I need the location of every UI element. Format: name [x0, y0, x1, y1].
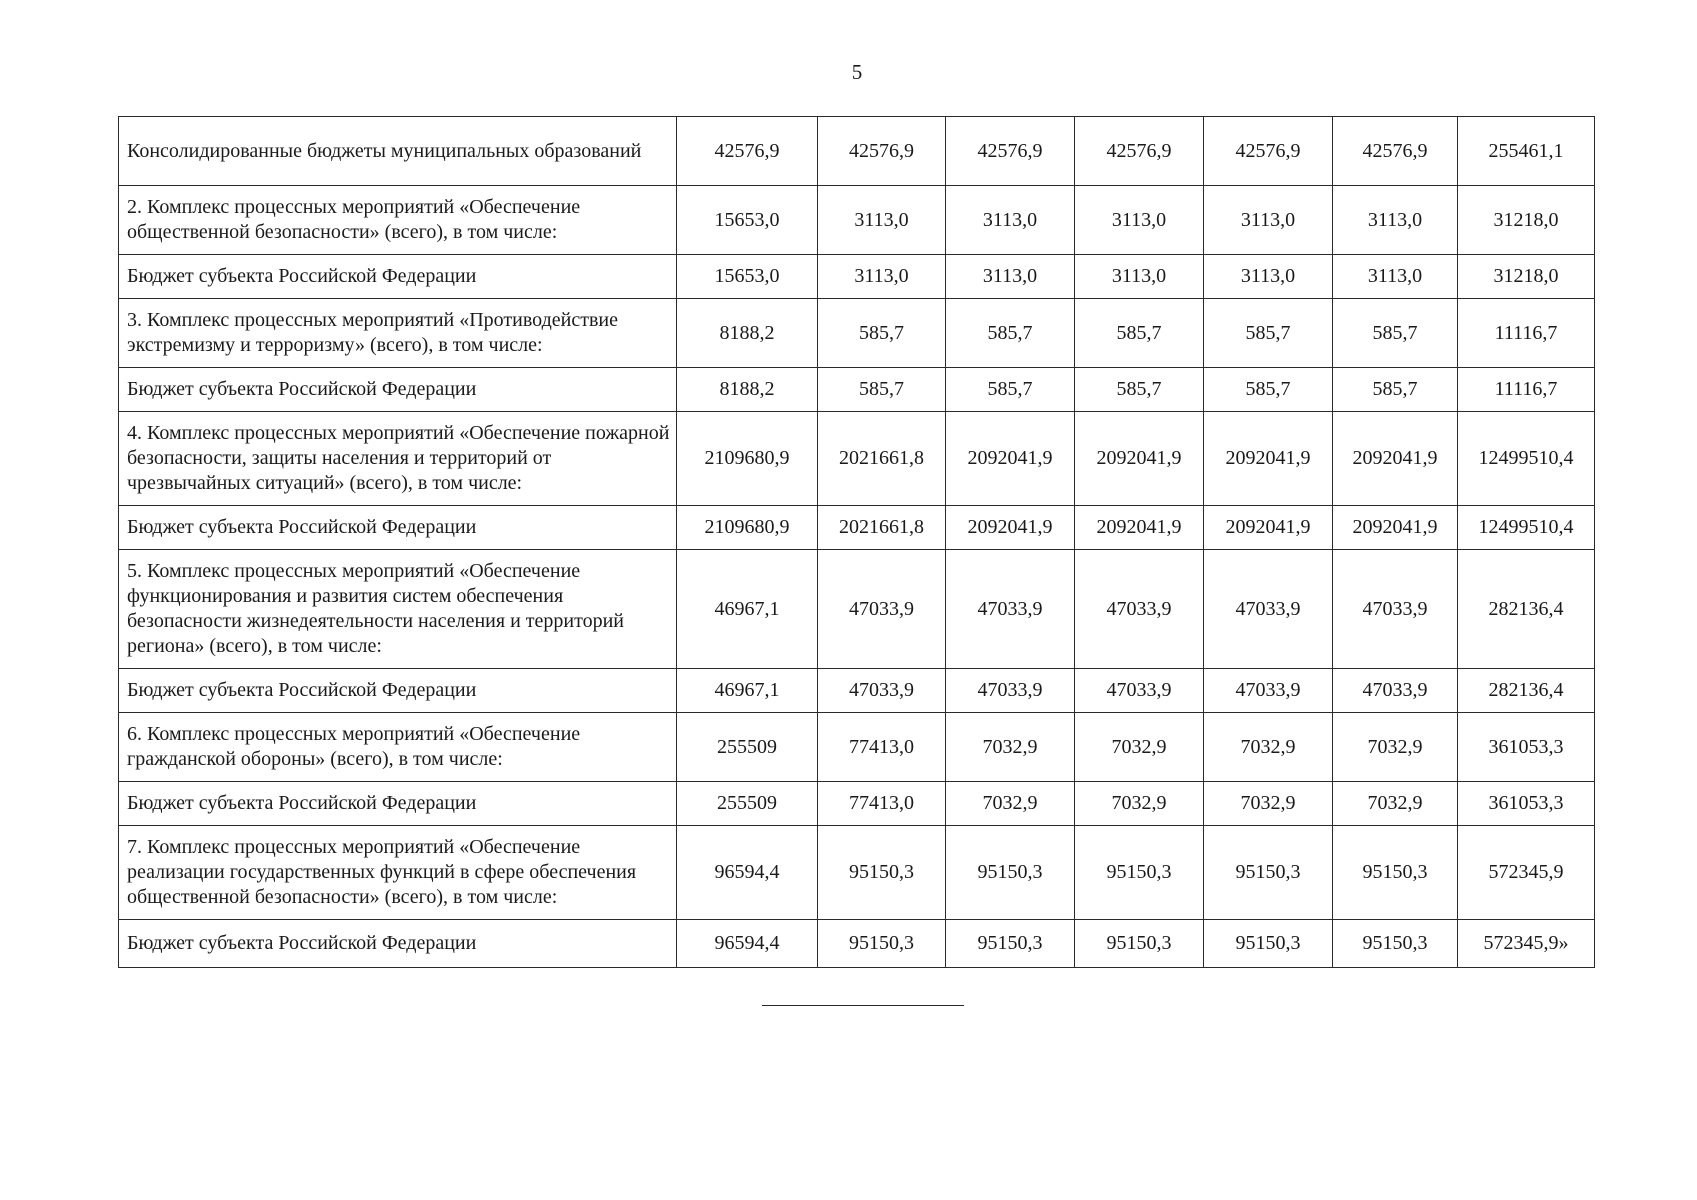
value-cell: 2021661,8	[818, 506, 946, 550]
table-row	[119, 299, 1595, 368]
row-label: 7. Комплекс процессных мероприятий «Обеспечение реализации государственных функций в сфере обеспечения общественной безопасности» (всего), в том числе:	[119, 826, 677, 920]
value-cell: 95150,3	[1204, 920, 1333, 968]
row-label: Бюджет субъекта Российской Федерации	[119, 782, 677, 826]
value-cell: 95150,3	[1333, 826, 1458, 920]
table-row	[119, 186, 1595, 255]
value-cell: 95150,3	[818, 920, 946, 968]
total-cell: 282136,4	[1458, 669, 1595, 713]
table-row	[119, 920, 1595, 968]
row-label: Консолидированные бюджеты муниципальных образований	[119, 117, 677, 186]
row-label: 3. Комплекс процессных мероприятий «Противодействие экстремизму и терроризму» (всего), в том числе:	[119, 299, 677, 368]
value-cell: 47033,9	[946, 669, 1075, 713]
value-cell: 585,7	[1075, 299, 1204, 368]
total-cell: 11116,7	[1458, 368, 1595, 412]
table-row	[119, 506, 1595, 550]
table-row	[119, 826, 1595, 920]
row-label: Бюджет субъекта Российской Федерации	[119, 669, 677, 713]
value-cell: 2092041,9	[1333, 412, 1458, 506]
value-cell: 95150,3	[1075, 920, 1204, 968]
value-cell: 77413,0	[818, 782, 946, 826]
value-cell: 585,7	[1204, 368, 1333, 412]
value-cell: 47033,9	[1204, 669, 1333, 713]
value-cell: 7032,9	[1204, 713, 1333, 782]
value-cell: 3113,0	[946, 186, 1075, 255]
value-cell: 585,7	[1333, 368, 1458, 412]
table-body	[119, 117, 1595, 968]
total-cell: 282136,4	[1458, 550, 1595, 669]
row-label: 2. Комплекс процессных мероприятий «Обеспечение общественной безопасности» (всего), в том числе:	[119, 186, 677, 255]
table-row	[119, 550, 1595, 669]
value-cell: 47033,9	[1333, 669, 1458, 713]
value-cell: 2109680,9	[677, 412, 818, 506]
value-cell: 7032,9	[1204, 782, 1333, 826]
value-cell: 585,7	[946, 299, 1075, 368]
value-cell: 95150,3	[1204, 826, 1333, 920]
value-cell: 7032,9	[946, 782, 1075, 826]
total-cell: 361053,3	[1458, 713, 1595, 782]
value-cell: 2092041,9	[1075, 506, 1204, 550]
total-cell: 11116,7	[1458, 299, 1595, 368]
value-cell: 3113,0	[1204, 255, 1333, 299]
value-cell: 3113,0	[1075, 186, 1204, 255]
total-cell: 255461,1	[1458, 117, 1595, 186]
value-cell: 46967,1	[677, 669, 818, 713]
table-row	[119, 117, 1595, 186]
value-cell: 8188,2	[677, 368, 818, 412]
total-cell: 572345,9»	[1458, 920, 1595, 968]
value-cell: 3113,0	[946, 255, 1075, 299]
value-cell: 15653,0	[677, 186, 818, 255]
total-cell: 12499510,4	[1458, 506, 1595, 550]
total-cell: 572345,9	[1458, 826, 1595, 920]
value-cell: 7032,9	[1333, 782, 1458, 826]
value-cell: 42576,9	[1333, 117, 1458, 186]
value-cell: 42576,9	[677, 117, 818, 186]
table-row	[119, 669, 1595, 713]
row-label: Бюджет субъекта Российской Федерации	[119, 920, 677, 968]
value-cell: 585,7	[1204, 299, 1333, 368]
value-cell: 47033,9	[1333, 550, 1458, 669]
value-cell: 585,7	[946, 368, 1075, 412]
row-label: Бюджет субъекта Российской Федерации	[119, 506, 677, 550]
value-cell: 3113,0	[818, 186, 946, 255]
value-cell: 42576,9	[1075, 117, 1204, 186]
value-cell: 2092041,9	[1333, 506, 1458, 550]
value-cell: 3113,0	[818, 255, 946, 299]
total-cell: 361053,3	[1458, 782, 1595, 826]
total-cell: 12499510,4	[1458, 412, 1595, 506]
table-row	[119, 782, 1595, 826]
value-cell: 2092041,9	[1075, 412, 1204, 506]
total-cell: 31218,0	[1458, 255, 1595, 299]
value-cell: 47033,9	[818, 669, 946, 713]
table-row	[119, 713, 1595, 782]
row-label: Бюджет субъекта Российской Федерации	[119, 368, 677, 412]
value-cell: 47033,9	[1075, 550, 1204, 669]
end-separator-line	[762, 1005, 964, 1006]
value-cell: 3113,0	[1204, 186, 1333, 255]
value-cell: 585,7	[1333, 299, 1458, 368]
value-cell: 95150,3	[818, 826, 946, 920]
value-cell: 15653,0	[677, 255, 818, 299]
value-cell: 95150,3	[1075, 826, 1204, 920]
table-row	[119, 412, 1595, 506]
value-cell: 2092041,9	[946, 506, 1075, 550]
value-cell: 8188,2	[677, 299, 818, 368]
value-cell: 2109680,9	[677, 506, 818, 550]
total-cell: 31218,0	[1458, 186, 1595, 255]
row-label: 4. Комплекс процессных мероприятий «Обеспечение пожарной безопасности, защиты населения и территорий от чрезвычайных ситуаций» (всего), в том числе:	[119, 412, 677, 506]
value-cell: 3113,0	[1075, 255, 1204, 299]
value-cell: 96594,4	[677, 826, 818, 920]
value-cell: 95150,3	[946, 920, 1075, 968]
value-cell: 47033,9	[946, 550, 1075, 669]
row-label: 6. Комплекс процессных мероприятий «Обеспечение гражданской обороны» (всего), в том числе:	[119, 713, 677, 782]
value-cell: 47033,9	[1204, 550, 1333, 669]
value-cell: 585,7	[1075, 368, 1204, 412]
value-cell: 255509	[677, 713, 818, 782]
value-cell: 42576,9	[1204, 117, 1333, 186]
value-cell: 2021661,8	[818, 412, 946, 506]
value-cell: 95150,3	[946, 826, 1075, 920]
value-cell: 3113,0	[1333, 186, 1458, 255]
value-cell: 47033,9	[818, 550, 946, 669]
value-cell: 7032,9	[1075, 782, 1204, 826]
value-cell: 46967,1	[677, 550, 818, 669]
value-cell: 77413,0	[818, 713, 946, 782]
value-cell: 42576,9	[818, 117, 946, 186]
value-cell: 585,7	[818, 299, 946, 368]
page-number: 5	[851, 60, 863, 84]
table-row	[119, 368, 1595, 412]
value-cell: 96594,4	[677, 920, 818, 968]
value-cell: 42576,9	[946, 117, 1075, 186]
row-label: 5. Комплекс процессных мероприятий «Обеспечение функционирования и развития систем обеспечения безопасности жизнедеятельности населения и территорий региона» (всего), в том числе:	[119, 550, 677, 669]
row-label: Бюджет субъекта Российской Федерации	[119, 255, 677, 299]
value-cell: 3113,0	[1333, 255, 1458, 299]
value-cell: 7032,9	[1075, 713, 1204, 782]
budget-table	[118, 116, 1595, 968]
value-cell: 2092041,9	[1204, 506, 1333, 550]
value-cell: 585,7	[818, 368, 946, 412]
value-cell: 7032,9	[1333, 713, 1458, 782]
table-row	[119, 255, 1595, 299]
value-cell: 2092041,9	[1204, 412, 1333, 506]
value-cell: 255509	[677, 782, 818, 826]
value-cell: 95150,3	[1333, 920, 1458, 968]
value-cell: 2092041,9	[946, 412, 1075, 506]
value-cell: 7032,9	[946, 713, 1075, 782]
value-cell: 47033,9	[1075, 669, 1204, 713]
